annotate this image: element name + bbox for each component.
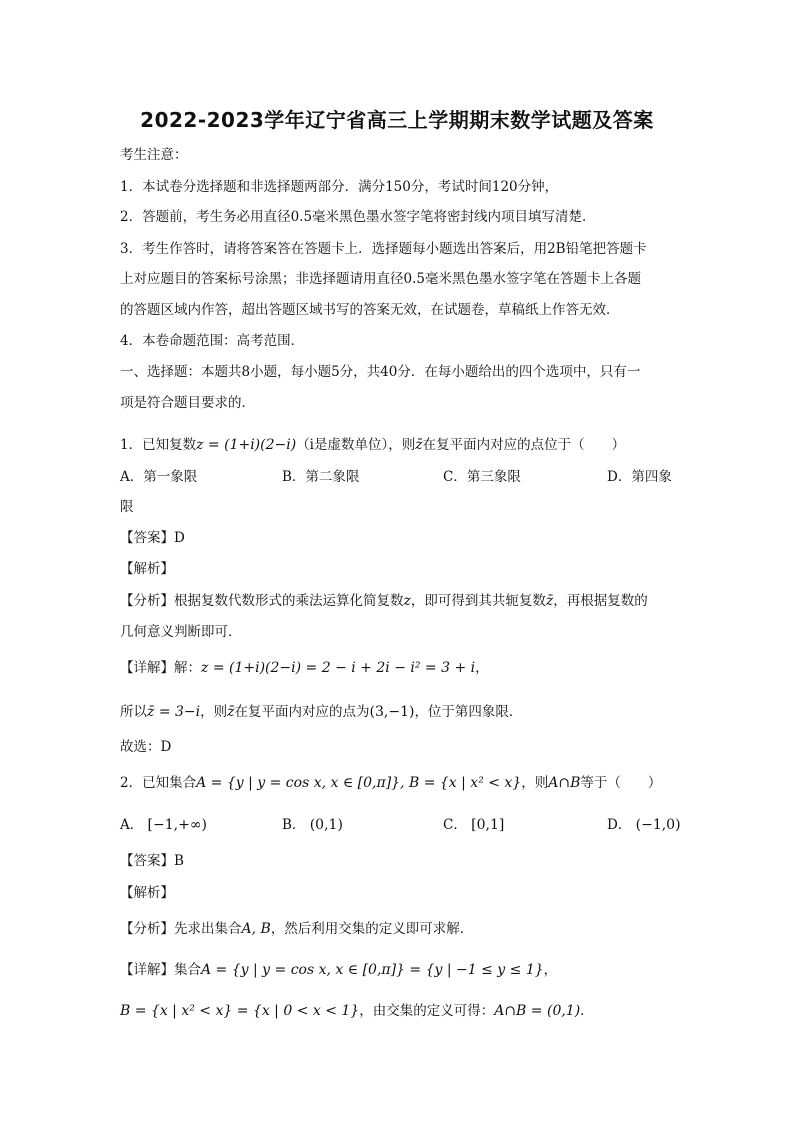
q2-detail-tag: 【详解】 (120, 962, 174, 978)
q1-so-c: 在复平面内对应的点为 (234, 704, 370, 720)
q2-detail-end: ， (543, 962, 558, 978)
q2-option-d-label: D． (607, 817, 632, 833)
q2-stem (120, 774, 680, 792)
q1-stem (120, 436, 680, 454)
q1-answer-tag: 【答案】 (120, 530, 174, 546)
q1-analysis-tag: 【解析】 (120, 561, 174, 577)
q1-suffix-b: 在复平面内对应的点位于（ ） (422, 437, 626, 453)
q2-b-mid: ，由交集的定义可得： (359, 1003, 495, 1019)
q2-option-a-value: [−1,+∞) (147, 817, 207, 833)
q2-option-a (120, 816, 207, 834)
q2-answer (120, 852, 680, 870)
q2-suffix-b: 等于（ ） (580, 775, 662, 791)
q1-so-d: ，位于第四象限． (414, 704, 523, 720)
q2-detail-a: 集合 (174, 962, 201, 978)
q1-so-zbar: z̄ (227, 704, 235, 720)
q2-fenxi-sets: A, B (241, 921, 271, 937)
q1-expression: z = (1+i)(2−i) (196, 437, 297, 453)
q2-detail (120, 961, 680, 979)
q2-fenxi-tag: 【分析】 (120, 921, 174, 937)
q2-option-d-value: (−1,0) (635, 817, 681, 833)
q2-option-c (443, 816, 504, 834)
q2-option-c-value: [0,1] (471, 817, 505, 833)
q2-fenxi (120, 920, 680, 938)
q2-b-end: ． (580, 1003, 594, 1019)
q1-fenxi-z: z (403, 593, 411, 609)
page-title: 2022-2023学年辽宁省高三上学期期末数学试题及答案 (140, 108, 654, 132)
q2-fenxi-a: 先求出集合 (174, 921, 242, 937)
q2-option-b (282, 816, 343, 834)
q1-option-a: A．第一象限 (120, 469, 198, 485)
q1-detail-tag: 【详解】 (120, 660, 174, 676)
q1-so-point: (3,−1) (369, 704, 415, 720)
q1-detail-end: ， (475, 660, 489, 676)
q2-expression: A = {y | y = cos x, x ∈ [0,π]}, B = {x | x² < x} (196, 775, 522, 791)
q2-option-a-label: A． (120, 817, 144, 833)
q2-answer-value: B (174, 853, 184, 869)
q1-option-b: B．第二象限 (282, 469, 360, 485)
q2-b-expression: B = {x | x² < x} = {x | 0 < x < 1} (120, 1003, 360, 1019)
q1-answer-value: D (174, 530, 185, 546)
q1-fenxi-c: ，再根据复数的 (553, 593, 648, 609)
q1-fenxi-a: 根据复数代数形式的乘法运算化简复数 (174, 593, 404, 609)
q1-option-d-wrap: 限 (120, 499, 134, 515)
q1-option-c: C．第三象限 (443, 469, 521, 485)
q1-prefix: 1．已知复数 (120, 437, 197, 453)
q2-option-b-label: B． (282, 817, 306, 833)
notice-item-2: 2．答题前，考生务必用直径0.5毫米黑色墨水签字笔将密封线内项目填写清楚． (120, 209, 596, 225)
q1-detail-a: 解： (174, 660, 201, 676)
notice-item-1: 1．本试卷分选择题和非选择题两部分．满分150分，考试时间120分钟， (120, 179, 559, 195)
q1-fenxi (120, 592, 680, 610)
q1-answer (120, 529, 680, 547)
q2-option-d (607, 816, 681, 834)
q2-b-result: A∩B = (0,1) (494, 1003, 581, 1019)
q1-fenxi-b: ，即可得到其共轭复数 (410, 593, 546, 609)
q2-suffix-a: ，则 (521, 775, 549, 791)
q1-choose: 故选：D (120, 739, 172, 755)
q2-answer-tag: 【答案】 (120, 853, 174, 869)
q2-detail-expression: A = {y | y = cos x, x ∈ [0,π]} = {y | −1 ≤ y ≤ 1} (201, 962, 544, 978)
q1-zbar: z̄ (415, 437, 423, 453)
q2-option-c-label: C． (443, 817, 467, 833)
notice-item-3-cont-b: 的答题区域内作答，超出答题区域书写的答案无效，在试题卷，草稿纸上作答无效． (120, 302, 620, 318)
q1-option-d: D．第四象 (607, 469, 672, 485)
q1-detail-expression: z = (1+i)(2−i) = 2 − i + 2i − i² = 3 + i (201, 660, 476, 676)
q1-so-b: ，则 (200, 704, 228, 720)
q1-fenxi-zbar: z̄ (545, 593, 554, 609)
q2-analysis-tag: 【解析】 (120, 885, 174, 901)
q1-suffix-a: （i是虚数单位），则 (296, 437, 416, 453)
q1-fenxi-tag: 【分析】 (120, 593, 174, 609)
q2-option-b-value: (0,1) (309, 817, 343, 833)
q2-intersection: A∩B (548, 775, 581, 791)
notice-item-3-cont-a: 上对应题目的答案标号涂黑；非选择题请用直径0.5毫米黑色墨水签字笔在答题卡上各题 (120, 271, 641, 287)
q1-so-a: 所以 (120, 704, 147, 720)
q1-conclusion (120, 703, 680, 721)
q2-set-b (120, 1002, 680, 1020)
notice-heading: 考生注意： (120, 147, 188, 163)
notice-item-3: 3．考生作答时，请将答案答在答题卡上．选择题每小题选出答案后，用2B铅笔把答题卡 (120, 241, 647, 257)
q1-fenxi-line2: 几何意义判断即可． (120, 624, 242, 640)
q2-fenxi-b: ，然后利用交集的定义即可求解． (270, 921, 474, 937)
q2-prefix: 2．已知集合 (120, 775, 197, 791)
notice-item-4: 4．本卷命题范围：高考范围． (120, 333, 305, 349)
section-heading-line1: 一、选择题：本题共8小题，每小题5分，共40分．在每小题给出的四个选项中，只有一 (120, 364, 641, 380)
q1-so-expression: z̄ = 3−i (147, 704, 201, 720)
q1-detail (120, 659, 680, 677)
section-heading-line2: 项是符合题目要求的． (120, 395, 255, 411)
